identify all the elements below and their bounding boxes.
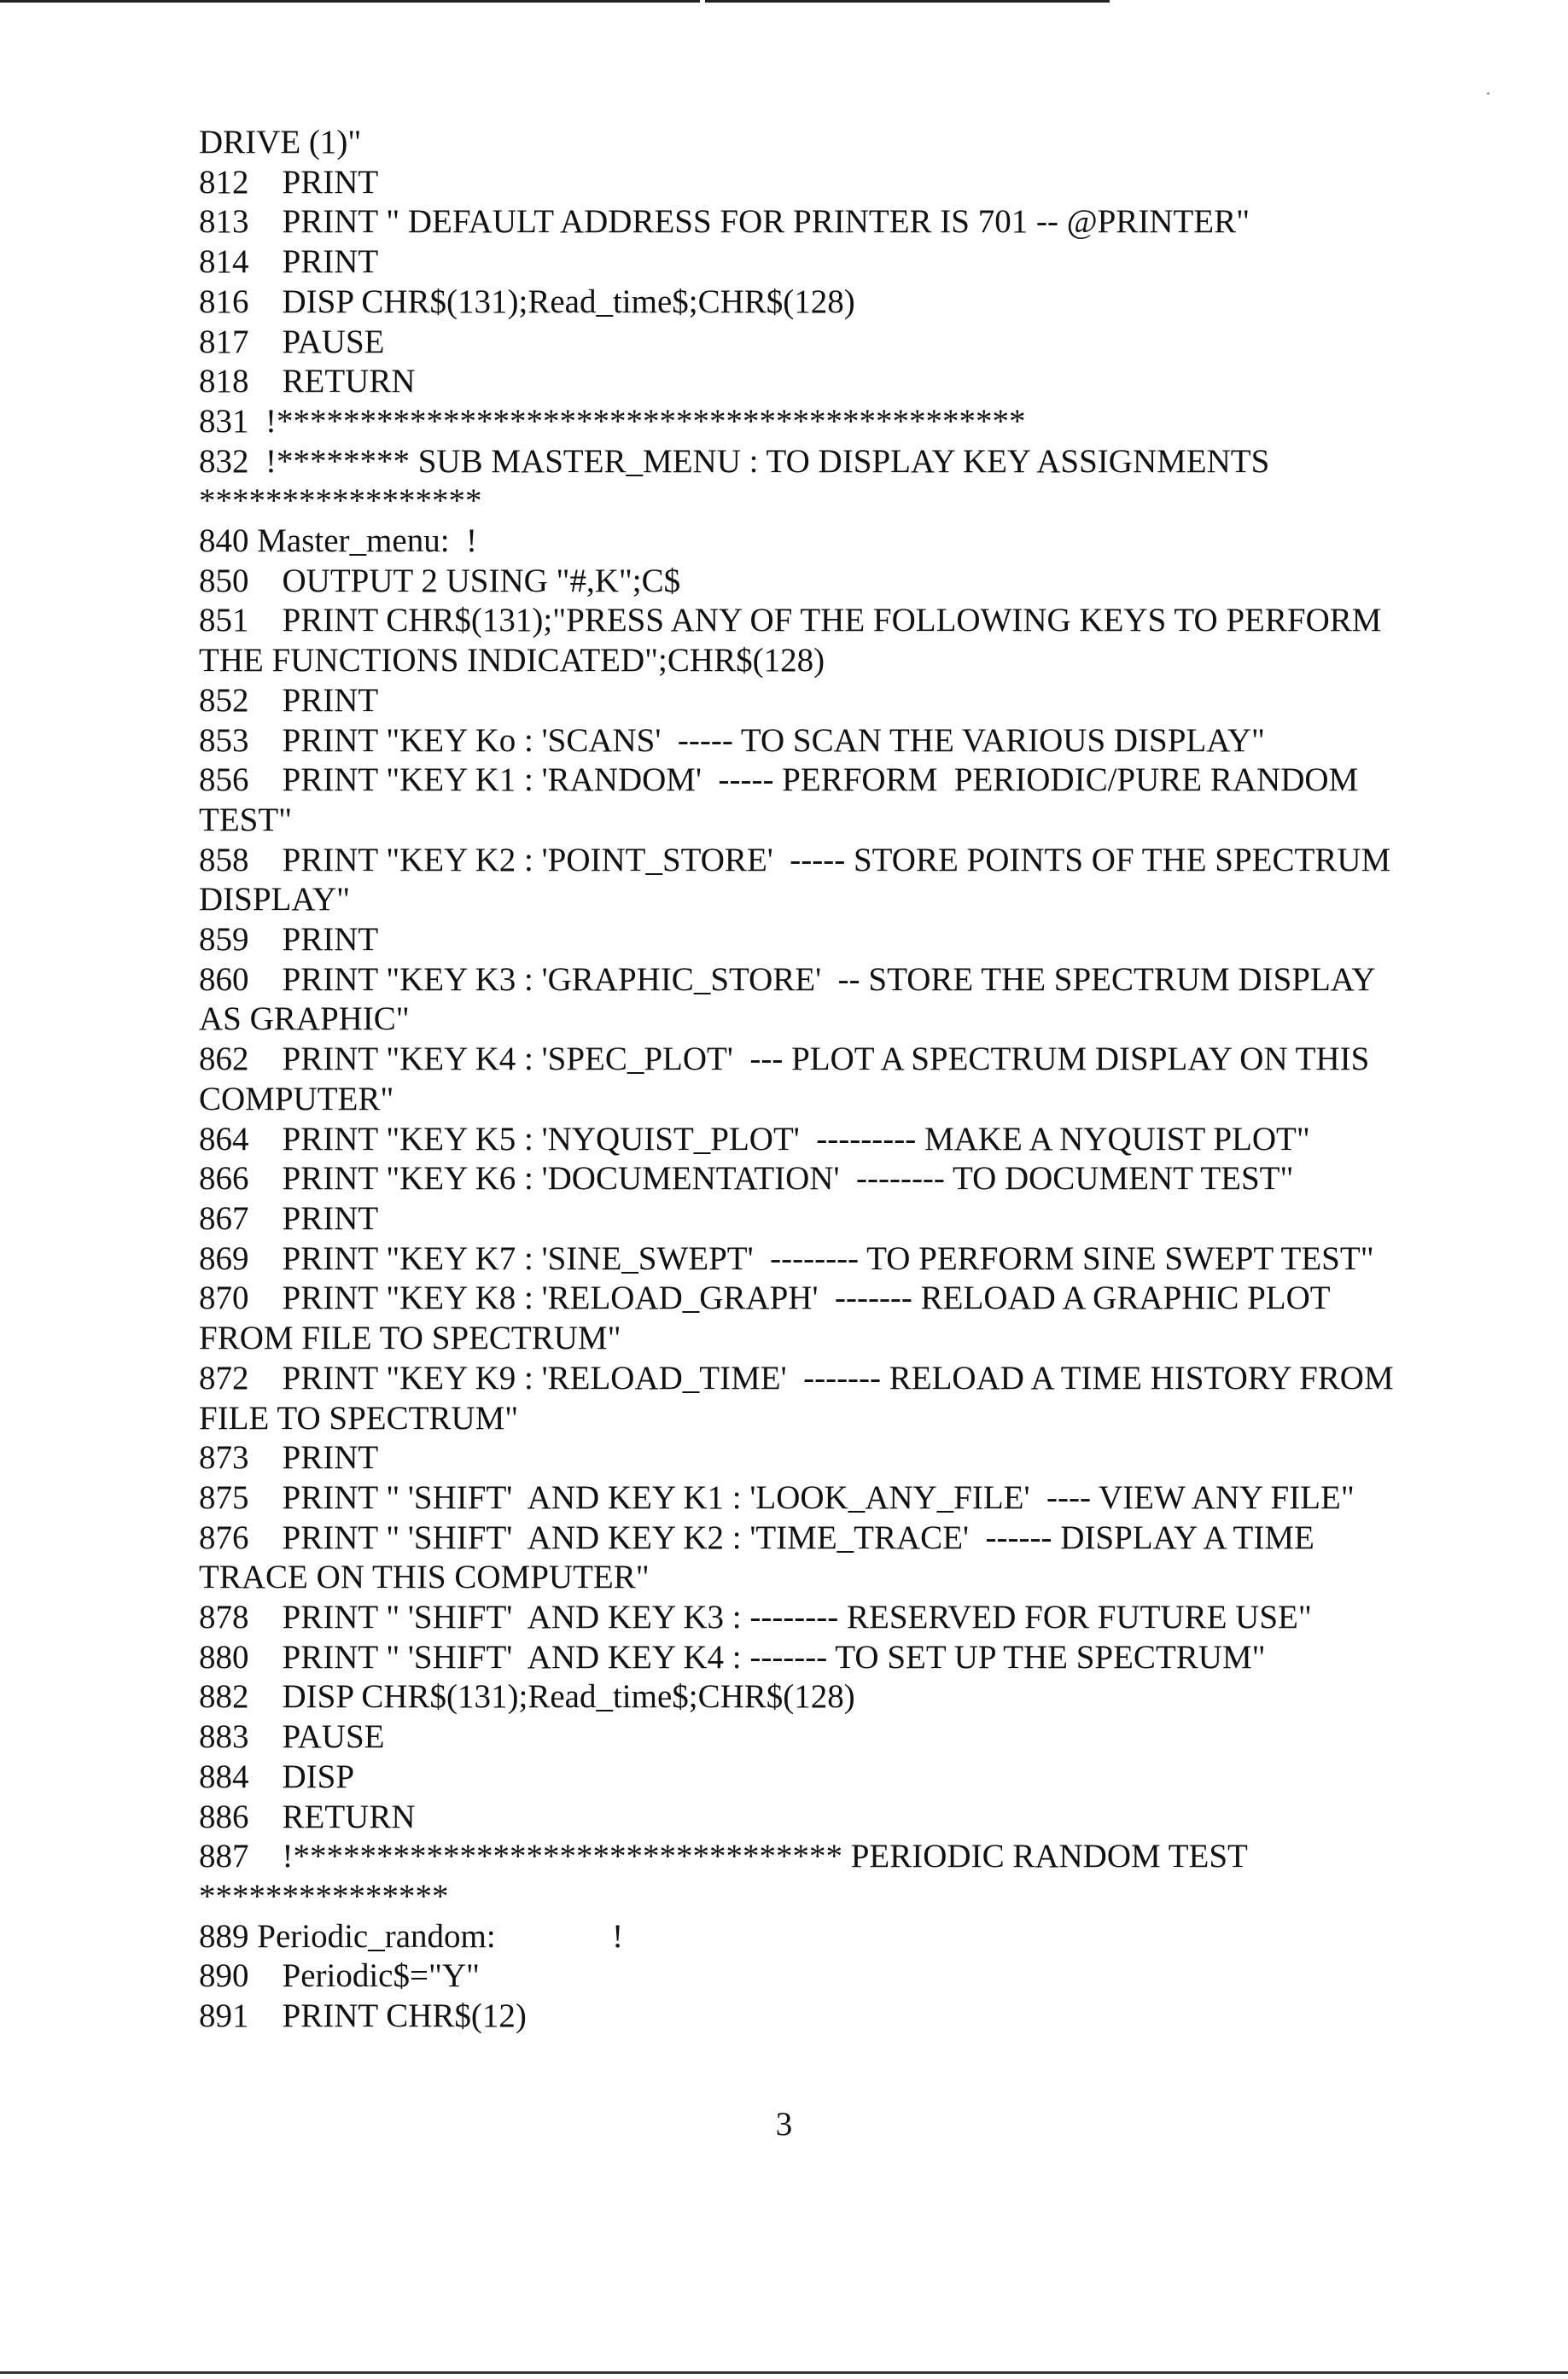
- code-line: 867 PRINT: [199, 1199, 379, 1237]
- code-line: TEST": [199, 801, 293, 838]
- code-line: 812 PRINT: [199, 163, 379, 201]
- code-line: 869 PRINT "KEY K7 : 'SINE_SWEPT' -------- TO PERFORM SINE SWEPT TEST": [199, 1239, 1374, 1277]
- code-line: FROM FILE TO SPECTRUM": [199, 1320, 621, 1357]
- code-line: 878 PRINT " 'SHIFT' AND KEY K3 : -------- RESERVED FOR FUTURE USE": [199, 1599, 1312, 1636]
- code-line: 858 PRINT "KEY K2 : 'POINT_STORE' ----- STORE POINTS OF THE SPECTRUM: [199, 841, 1391, 878]
- code-line: DRIVE (1)": [199, 124, 362, 160]
- code-line: 853 PRINT "KEY Ko : 'SCANS' ----- TO SCAN THE VARIOUS DISPLAY": [199, 721, 1265, 759]
- scan-speck: [1487, 92, 1489, 95]
- code-line: 840 Master_menu: !: [199, 522, 478, 560]
- code-line: 880 PRINT " 'SHIFT' AND KEY K4 : ------- TO SET UP THE SPECTRUM": [199, 1638, 1266, 1676]
- code-line: 817 PAUSE: [199, 323, 385, 360]
- code-line: 873 PRINT: [199, 1439, 379, 1477]
- code-line: 813 PRINT " DEFAULT ADDRESS FOR PRINTER IS 701 -- @PRINTER": [199, 203, 1250, 241]
- code-line: COMPUTER": [199, 1080, 394, 1117]
- code-listing: [199, 123, 1496, 2037]
- code-line: 864 PRINT "KEY K5 : 'NYQUIST_PLOT' --------- MAKE A NYQUIST PLOT": [199, 1120, 1310, 1157]
- scan-edge-top-left: [0, 0, 700, 3]
- code-line: 875 PRINT " 'SHIFT' AND KEY K1 : 'LOOK_ANY_FILE' ---- VIEW ANY FILE": [199, 1478, 1355, 1516]
- code-line: 860 PRINT "KEY K3 : 'GRAPHIC_STORE' -- STORE THE SPECTRUM DISPLAY: [199, 960, 1376, 998]
- code-line: TRACE ON THIS COMPUTER": [199, 1559, 650, 1596]
- code-line: 886 RETURN: [199, 1798, 416, 1835]
- code-line: 882 DISP CHR$(131);Read_time$;CHR$(128): [199, 1678, 855, 1716]
- scan-edge-top-right: [705, 0, 1110, 3]
- code-line: 818 RETURN: [199, 363, 416, 400]
- code-line: 856 PRINT "KEY K1 : 'RANDOM' ----- PERFORM PERIODIC/PURE RANDOM: [199, 761, 1359, 799]
- code-line: *****************: [199, 482, 482, 520]
- code-line: 890 Periodic$="Y": [199, 1957, 480, 1995]
- code-line: 876 PRINT " 'SHIFT' AND KEY K2 : 'TIME_TRACE' ------ DISPLAY A TIME: [199, 1519, 1314, 1556]
- code-line: 831 !*********************************************: [199, 402, 1026, 440]
- code-line: 883 PAUSE: [199, 1718, 385, 1756]
- scan-edge-bottom: [0, 2371, 1568, 2374]
- code-line: 816 DISP CHR$(131);Read_time$;CHR$(128): [199, 283, 855, 320]
- code-line: 889 Periodic_random: !: [199, 1917, 624, 1955]
- code-line: THE FUNCTIONS INDICATED";CHR$(128): [199, 642, 825, 679]
- code-line: 814 PRINT: [199, 243, 379, 281]
- code-line: 887 !********************************* PERIODIC RANDOM TEST: [199, 1838, 1248, 1875]
- code-line: 862 PRINT "KEY K4 : 'SPEC_PLOT' --- PLOT A SPECTRUM DISPLAY ON THIS: [199, 1041, 1370, 1078]
- page-number: 3: [775, 2106, 793, 2143]
- code-line: 859 PRINT: [199, 921, 379, 959]
- code-line: 870 PRINT "KEY K8 : 'RELOAD_GRAPH' ------- RELOAD A GRAPHIC PLOT: [199, 1280, 1331, 1317]
- code-line: 891 PRINT CHR$(12): [199, 1997, 527, 2035]
- code-line: ***************: [199, 1877, 449, 1915]
- code-line: 884 DISP: [199, 1758, 355, 1795]
- code-line: 851 PRINT CHR$(131);"PRESS ANY OF THE FOLLOWING KEYS TO PERFORM: [199, 602, 1382, 639]
- code-line: 866 PRINT "KEY K6 : 'DOCUMENTATION' -------- TO DOCUMENT TEST": [199, 1160, 1294, 1198]
- code-line: 852 PRINT: [199, 681, 379, 719]
- code-line: DISPLAY": [199, 881, 351, 918]
- code-line: 832 !******** SUB MASTER_MENU : TO DISPLAY KEY ASSIGNMENTS: [199, 442, 1270, 480]
- code-line: FILE TO SPECTRUM": [199, 1399, 519, 1437]
- code-line: 872 PRINT "KEY K9 : 'RELOAD_TIME' ------- RELOAD A TIME HISTORY FROM: [199, 1359, 1394, 1396]
- code-line: 850 OUTPUT 2 USING "#,K";C$: [199, 562, 681, 599]
- code-line: AS GRAPHIC": [199, 1000, 410, 1038]
